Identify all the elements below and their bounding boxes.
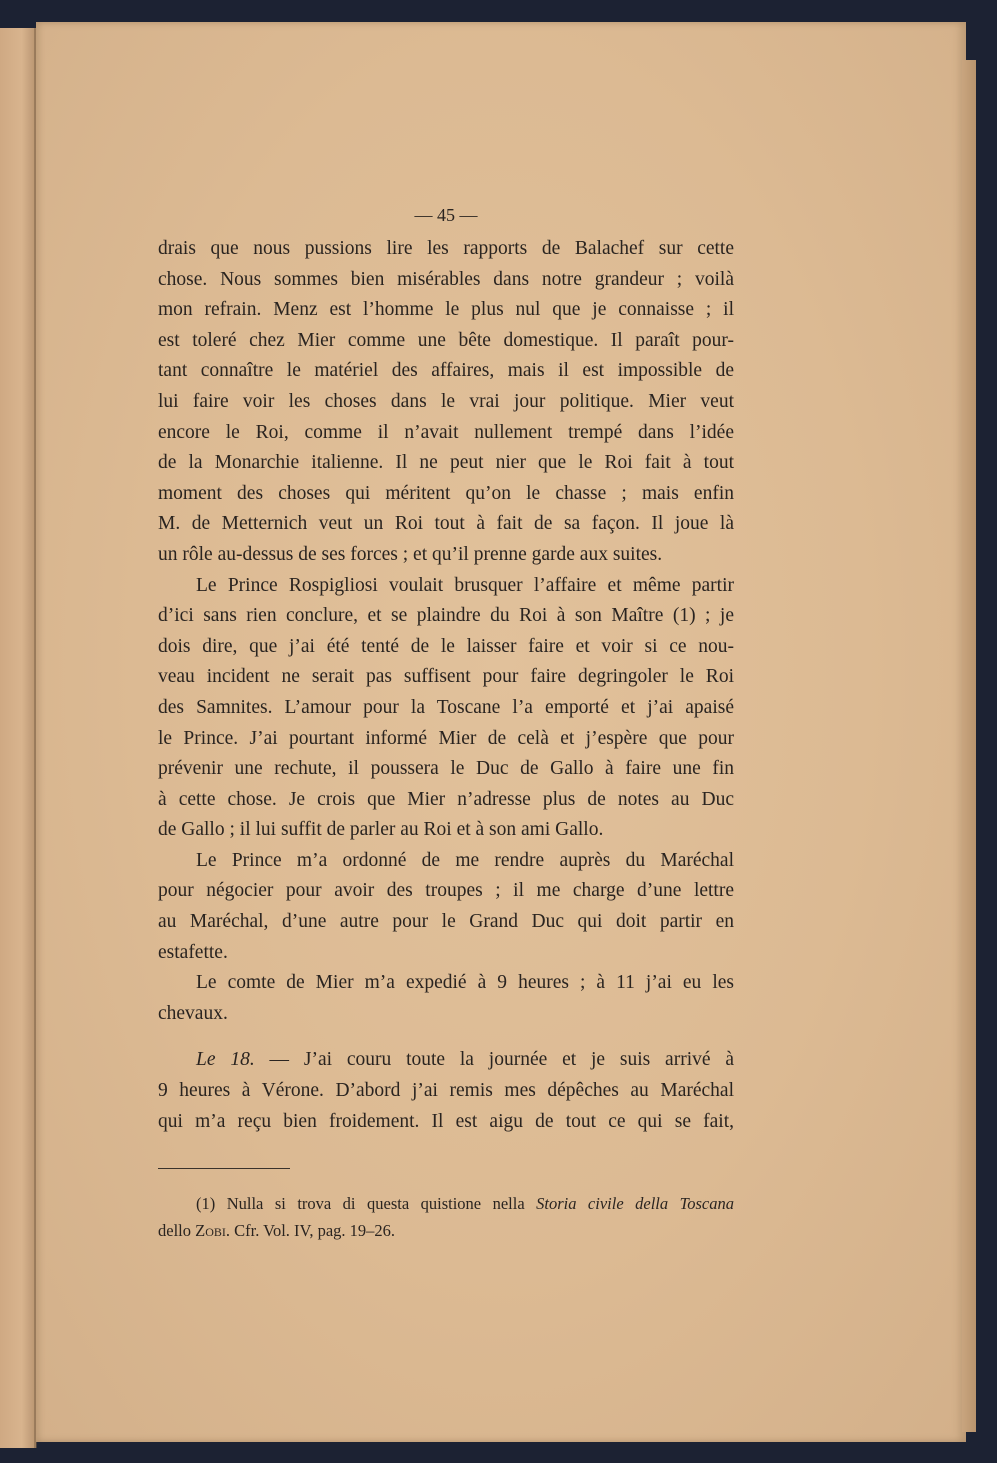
text-line: moment des choses qui méritent qu’on le chasse ; mais enfin [158,482,734,504]
footnote-line-2 [158,1217,734,1244]
paragraph-3 [158,846,734,968]
paragraph-2 [158,571,734,846]
text-line: le Prince. J’ai pourtant informé Mier de celà et j’espère que pour [158,727,734,749]
text-line: Le Prince m’a ordonné de me rendre auprès du Maréchal [196,849,734,871]
text-line: d’ici sans rien conclure, et se plaindre du Roi à son Maître (1) ; je [158,605,734,627]
text-line: encore le Roi, comme il n’avait nullement trempé dans l’idée [158,421,734,443]
footnote-text: dello [158,1221,196,1240]
paragraph-1 [158,234,734,571]
main-text [158,200,734,1137]
footnote [158,1190,734,1244]
left-page-edge [0,28,36,1448]
text-line: Le Prince Rospigliosi voulait brusquer l’affaire et même partir [196,574,734,596]
text-line: 9 heures à Vérone. D’abord j’ai remis mes dépêches au Maréchal [158,1080,734,1102]
paragraph-4 [158,968,734,1029]
footnote-author: Zobi [195,1221,226,1240]
text-line: chevaux. [158,1002,228,1024]
text-line: estafette. [158,941,228,963]
text-line: veau incident ne serait pas suffisent pour faire degringoler le Roi [158,666,734,688]
entry-date: Le 18. [196,1049,255,1071]
page-number: — 45 — [414,205,478,225]
text-line: pour négocier pour avoir des troupes ; il me charge d’une lettre [158,880,734,902]
text-line: de Gallo ; il lui suffit de parler au Roi et à son ami Gallo. [158,819,604,841]
text-line: mon refrain. Menz est l’homme le plus nul que je connaisse ; il [158,299,734,321]
text-line: un rôle au-dessus de ses forces ; et qu’il prenne garde aux suites. [158,543,663,565]
text-line: M. de Metternich veut un Roi tout à fait de sa façon. Il joue là [158,513,734,535]
text-line: est toleré chez Mier comme une bête domestique. Il paraît pour- [158,329,734,351]
page-stack-edge [962,60,976,1432]
text-line: qui m’a reçu bien froidement. Il est aigu de tout ce qui se fait, [158,1110,734,1132]
text-line: lui faire voir les choses dans le vrai jour politique. Mier veut [158,390,734,412]
entry-text: — J’ai couru toute la journée et je suis arrivé à [254,1049,734,1071]
text-line: des Samnites. L’amour pour la Toscane l’a emporté et j’ai apaisé [158,696,734,718]
text-line: Le comte de Mier m’a expedié à 9 heures ; à 11 j’ai eu les [196,972,734,994]
footnote-divider [158,1168,290,1169]
footnote-line-1 [158,1190,734,1217]
text-line: au Maréchal, d’une autre pour le Grand Duc qui doit partir en [158,911,734,933]
footnote-text: (1) Nulla si trova di questa quistione nella [196,1194,537,1213]
text-line: prévenir une rechute, il poussera le Duc de Gallo à faire une fin [158,758,734,780]
text-line: de la Monarchie italienne. Il ne peut nier que le Roi fait à tout [158,452,734,474]
text-line: à cette chose. Je crois que Mier n’adresse plus de notes au Duc [158,788,734,810]
section-gap [158,1029,734,1045]
footnote-text: . Cfr. Vol. IV, pag. 19–26. [225,1221,396,1240]
text-line: chose. Nous sommes bien misérables dans notre grandeur ; voilà [158,268,734,290]
text-line: drais que nous pussions lire les rapports de Balachef sur cette [158,238,734,259]
footnote-title: Storia civile della Toscana [536,1194,734,1213]
text-line: tant connaître le matériel des affaires, mais il est impossible de [158,360,734,382]
text-line [158,1045,734,1076]
dated-entry [158,1045,734,1137]
text-line: dois dire, que j’ai été tenté de le laisser faire et voir si ce nou- [158,635,734,657]
